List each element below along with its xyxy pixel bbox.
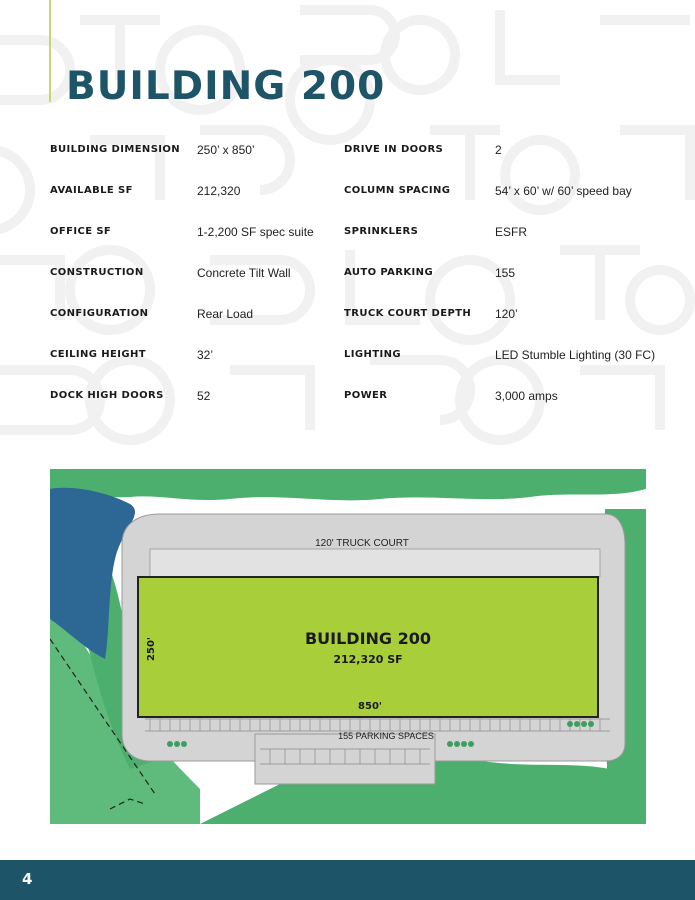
spec-label: DRIVE IN DOORS: [344, 144, 444, 155]
width-dimension-label: 850': [358, 701, 382, 712]
spec-value: Concrete Tilt Wall: [197, 266, 291, 280]
spec-label: DOCK HIGH DOORS: [50, 390, 164, 401]
building-name-label: BUILDING 200: [304, 629, 432, 648]
spec-value: 120’: [495, 307, 518, 321]
spec-label: COLUMN SPACING: [344, 185, 451, 196]
accent-line: [49, 0, 51, 102]
spec-value: 52: [197, 389, 211, 403]
spec-label: TRUCK COURT DEPTH: [344, 308, 472, 319]
spec-row: [50, 222, 660, 246]
spec-label: AVAILABLE SF: [50, 185, 133, 196]
spec-label: CEILING HEIGHT: [50, 349, 146, 360]
spec-value: 32’: [197, 348, 214, 362]
site-plan: [50, 469, 646, 824]
spec-table: [50, 140, 660, 430]
truck-court: [150, 549, 600, 577]
spec-row: [50, 263, 660, 287]
spec-label: POWER: [344, 390, 388, 401]
spec-row: [50, 386, 660, 410]
footer-bar: [0, 860, 695, 900]
spec-value: ESFR: [495, 225, 528, 239]
spec-label: BUILDING DIMENSION: [50, 144, 181, 155]
spec-row: [50, 304, 660, 328]
spec-label: LIGHTING: [344, 349, 401, 360]
depth-dimension-label: 250': [146, 637, 157, 661]
page-title: BUILDING 200: [66, 64, 386, 109]
building-sf-label: 212,320 SF: [333, 653, 403, 666]
spec-row: [50, 140, 660, 164]
spec-value: LED Stumble Lighting (30 FC): [495, 348, 656, 362]
spec-row: [50, 345, 660, 369]
spec-label: OFFICE SF: [50, 226, 112, 237]
page-number: 4: [22, 870, 33, 888]
spec-value: Rear Load: [197, 307, 254, 321]
spec-label: CONSTRUCTION: [50, 267, 144, 278]
parking-label: 155 PARKING SPACES: [338, 731, 434, 741]
spec-label: CONFIGURATION: [50, 308, 149, 319]
spec-value: 3,000 amps: [495, 389, 558, 403]
spec-label: SPRINKLERS: [344, 226, 419, 237]
truck-court-label: 120' TRUCK COURT: [315, 538, 409, 549]
spec-value: 2: [495, 143, 502, 157]
spec-row: [50, 181, 660, 205]
spec-value: 155: [495, 266, 516, 280]
spec-value: 250’ x 850’: [197, 143, 255, 157]
spec-value: 1-2,200 SF spec suite: [197, 225, 314, 239]
spec-value: 212,320: [197, 184, 241, 198]
spec-value: 54’ x 60’ w/ 60’ speed bay: [495, 184, 632, 198]
spec-label: AUTO PARKING: [344, 267, 434, 278]
